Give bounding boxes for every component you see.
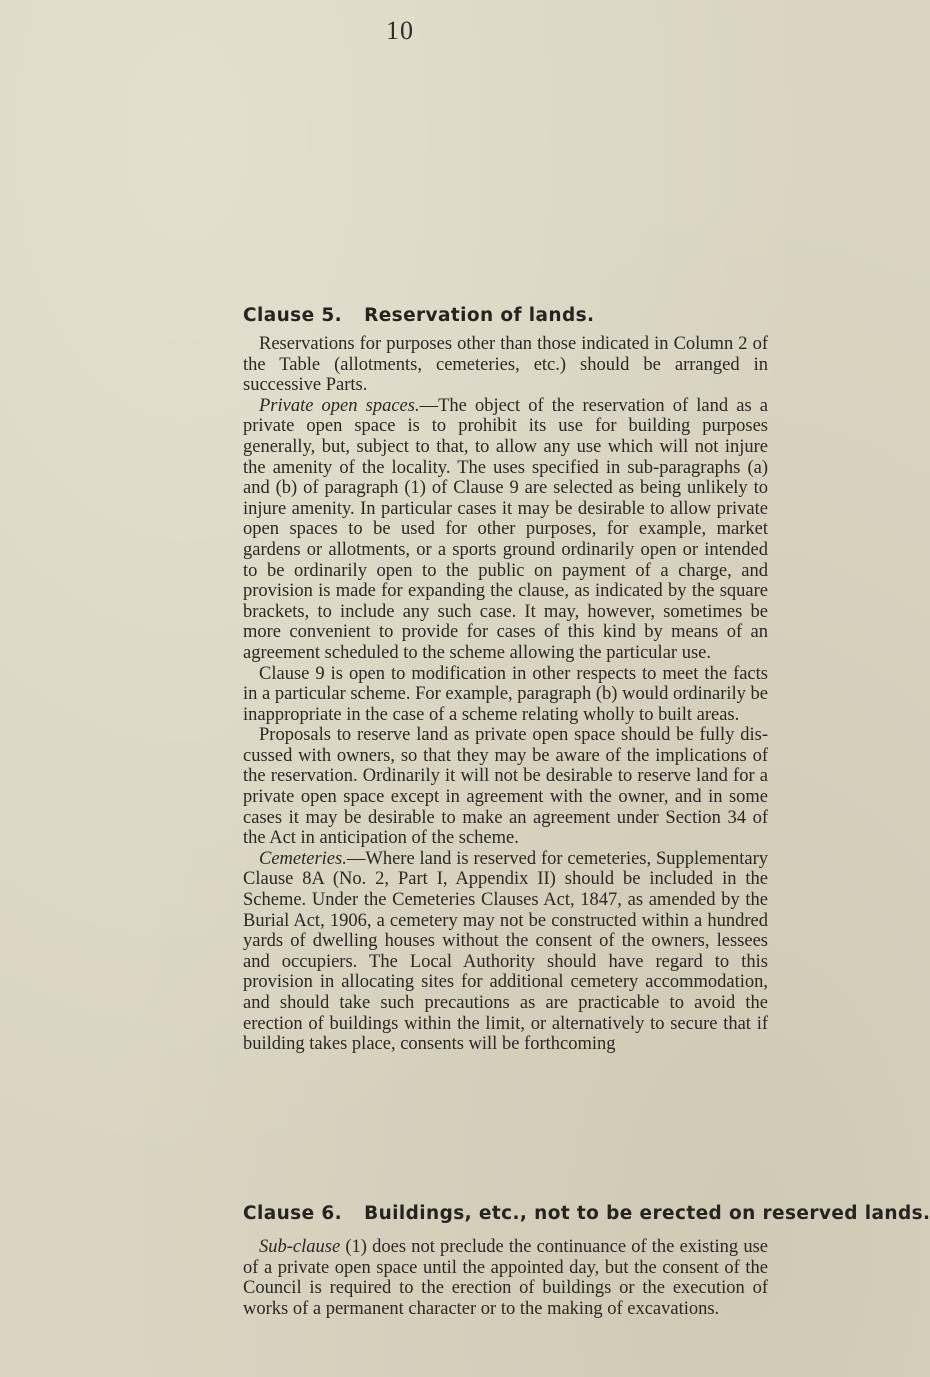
paragraph-text: Proposals to reserve land as private open space should be fully discussed with owners, so that they may be aware of the implications of the reservation. Ordinarily it will not be desirable to reserve land for a private open space except in agreement with the owner, and in some cases it may be desirable to make an agreement under Section 34 of the Act in anticipation of the scheme. bbox=[243, 725, 768, 849]
paragraph bbox=[243, 849, 768, 1055]
clause-6-number: Clause 6. bbox=[243, 1203, 343, 1224]
paragraph bbox=[243, 725, 768, 849]
clause-5-number: Clause 5. bbox=[243, 305, 343, 326]
paragraph bbox=[243, 664, 768, 726]
clause-6-heading bbox=[243, 1203, 930, 1224]
paragraph-lead: Private open spaces. bbox=[259, 395, 420, 416]
page-number: 10 bbox=[386, 16, 414, 45]
paragraph-text: —The object of the reservation of land as a private open space is to prohibit its use for building purposes generally, but, subject to that, to allow any use which will not injure the amenity of the locality. The uses specified in sub-paragraphs (a) and (b) of paragraph (1) of Clause 9 are selected as being unlikely to injure amenity. In particular cases it may be desirable to allow private open spaces to be used for other purposes, for example, market gardens or allotments, or a sports ground ordinarily open or intended to be ordinarily open to the public on payment of a charge, and provision is made for expanding the clause, as indicated by the square brackets, to include any such case. It may, however, sometimes be more convenient to provide for cases of this kind by means of an agreement scheduled to the scheme allowing the particular use. bbox=[243, 395, 768, 663]
clause-5-body bbox=[243, 334, 768, 1055]
paragraph-lead: Cemeteries. bbox=[259, 848, 347, 869]
clause-6-body bbox=[243, 1237, 768, 1319]
paragraph bbox=[243, 1237, 768, 1319]
paragraph bbox=[243, 334, 768, 396]
paragraph-text: (1) does not preclude the continuance of the existing use of a private open space until the appointed day, but the consent of the Council is required to the erection of buildings or the execution of works of a permanent character or to the making of excavations. bbox=[243, 1237, 768, 1319]
clause-5-title: Reservation of lands. bbox=[364, 305, 595, 326]
paragraph-text: Reservations for purposes other than those indicated in Column 2 of the Table (allotments, cemeteries, etc.) should be arranged in successive Parts. bbox=[243, 334, 768, 396]
paragraph-text: Clause 9 is open to modification in other respects to meet the facts in a particular scheme. For example, paragraph (b) would ordinarily be inappropriate in the case of a scheme relating wholly to built areas. bbox=[243, 663, 769, 725]
paragraph-lead: Sub-clause bbox=[259, 1237, 341, 1257]
clause-5-heading bbox=[243, 305, 594, 326]
paragraph-text: —Where land is reserved for cemeteries, Supplementary Clause 8A (No. 2, Part I, Appendix II) should be included in the Scheme. Under the Cemeteries Clauses Act, 1847, as amended by the Burial Act, 1906, a cemetery may not be constructed within a hundred yards of dwelling houses without the consent of the owners, lessees and occupiers. The Local Authority should have regard to this provision in allocating sites for additional cemetery accommodation, and should take such precautions as are practicable to avoid the erection of buildings within the limit, or alternatively to secure that if building takes place, consents will be forthcoming bbox=[243, 848, 768, 1055]
paragraph bbox=[243, 396, 768, 664]
clause-6-title: Buildings, etc., not to be erected on reserved lands. bbox=[364, 1203, 930, 1224]
